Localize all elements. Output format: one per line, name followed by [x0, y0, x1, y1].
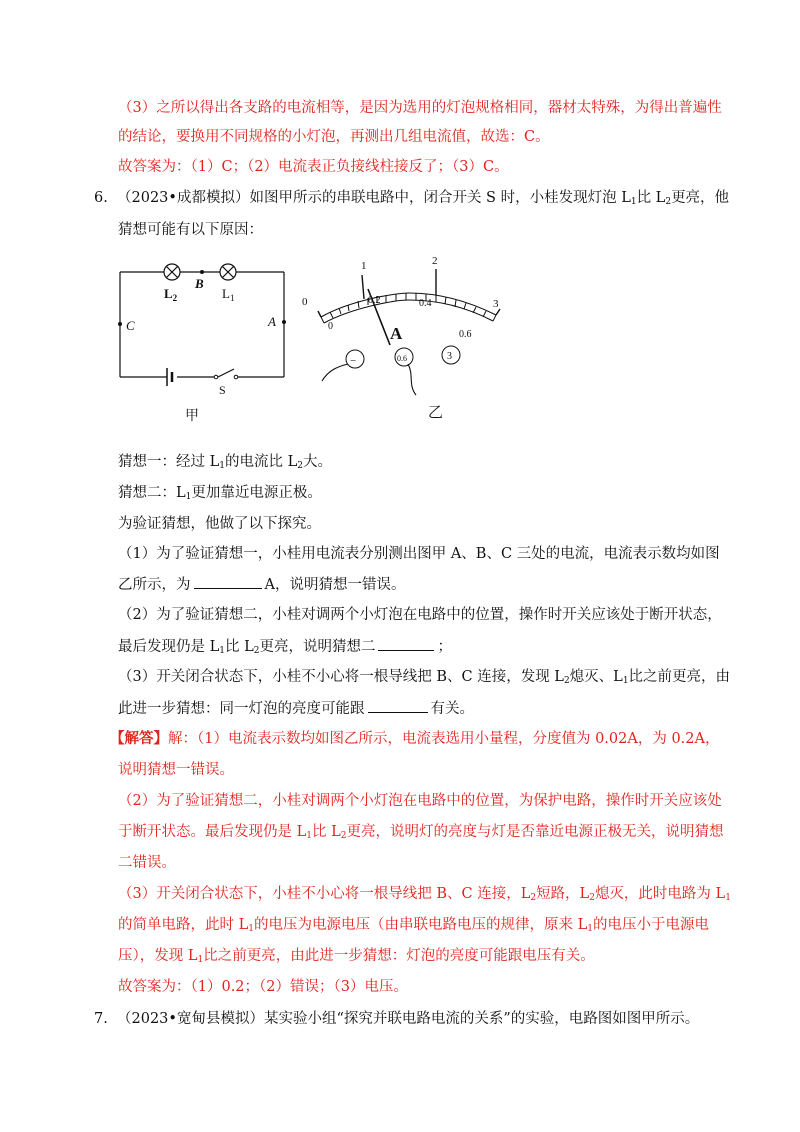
answer-line: 故答案为：（1）C；（2）电流表正负接线柱接反了；（3）C。	[118, 159, 509, 175]
svg-text:1: 1	[361, 260, 367, 272]
solution-line: 【解答】解：（1）电流表示数均如图乙所示，电流表选用小量程，分度值为 0.02A，为 0.2A，	[110, 730, 720, 747]
solution-line: 说明猜想一错误。	[118, 762, 234, 778]
svg-text:乙: 乙	[428, 405, 444, 421]
solution-line: （2）为了验证猜想二，小桂对调两个小灯泡在电路中的位置，为保护电路，操作时开关应该处	[118, 793, 722, 809]
question-part: 乙所示，为 A，说明猜想一错误。	[118, 574, 405, 595]
svg-text:0: 0	[328, 321, 333, 332]
circuit-diagram-jia	[112, 256, 294, 430]
answer-blank	[368, 698, 428, 713]
question-part: （3）开关闭合状态下，小桂不小心将一根导线把 B、C 连接，发现 $L_2$熄灭、$L_1$比之前更亮，由	[118, 669, 731, 686]
question-text: 为验证猜想，他做了以下探究。	[118, 516, 321, 532]
lamp-l2-icon	[164, 264, 180, 280]
svg-text:0.6: 0.6	[459, 329, 472, 340]
guess-line: 猜想二：$L_1$更加靠近电源正极。	[118, 485, 322, 502]
solution-line: （3）之所以得出各支路的电流相等，是因为选用的灯泡规格相同，器材太特殊，为得出普遍性	[118, 100, 722, 116]
question-stem: （2023•宽甸县模拟）某实验小组“探究并联电路电流的关系”的实验，电路图如图甲所示。	[117, 1011, 700, 1027]
svg-text:0: 0	[302, 296, 308, 308]
svg-text:S: S	[219, 383, 226, 397]
svg-text:0.2: 0.2	[368, 295, 381, 306]
svg-text:L2: $L_2$	[164, 286, 178, 303]
svg-text:L1: $L_1$	[222, 286, 235, 303]
solution-line: 压），发现 $L_1$比之前更亮，由此进一步猜想：灯泡的亮度可能跟电压有关。	[118, 948, 595, 965]
ammeter-diagram-yi	[296, 245, 520, 435]
svg-text:−: −	[350, 355, 357, 367]
question-stem: 猜想可能有以下原因：	[118, 222, 263, 238]
question-part: （1）为了验证猜想一，小桂用电流表分别测出图甲 A、B、C 三处的电流，电流表示数均如图	[118, 546, 720, 562]
svg-text:3: 3	[447, 351, 452, 362]
guess-line: 猜想一：经过 $L_1$的电流比 $L_2$大。	[118, 454, 332, 471]
question-number: 6.	[94, 190, 108, 206]
svg-text:0.4: 0.4	[419, 298, 432, 309]
answer-line: 故答案为：（1）0.2；（2）错误；（3）电压。	[118, 979, 408, 995]
svg-text:0.6: 0.6	[397, 354, 407, 363]
solution-line: 二错误。	[118, 855, 176, 871]
svg-text:2: 2	[432, 255, 438, 267]
question-part: 最后发现仍是 $L_1$比 $L_2$更亮，说明猜想二 ；	[118, 636, 452, 657]
solution-line: 的结论，要换用不同规格的小灯泡，再测出几组电流值，故选：C。	[118, 129, 550, 145]
svg-text:A: A	[268, 314, 276, 329]
question-part: 此进一步猜想：同一灯泡的亮度可能跟 有关。	[118, 698, 474, 719]
svg-text:A: A	[390, 324, 403, 343]
answer-blank	[194, 574, 262, 589]
lamp-l1-icon	[220, 264, 236, 280]
answer-blank	[378, 636, 434, 651]
svg-text:B: B	[195, 276, 204, 291]
solution-line: （3）开关闭合状态下，小桂不小心将一根导线把 B、C 连接，$L_2$短路，$L_2$熄灭，此时电路为 $L_1$	[118, 886, 731, 903]
svg-text:3: 3	[493, 298, 499, 310]
svg-text:C: C	[126, 318, 135, 333]
question-part: （2）为了验证猜想二，小桂对调两个小灯泡在电路中的位置，操作时开关应该处于断开状态，	[118, 607, 722, 623]
solution-line: 的简单电路，此时 $L_1$的电压为电源电压（由串联电路电压的规律，原来 $L_1$的电压小于电源电	[118, 917, 709, 934]
question-stem: （2023•成都模拟）如图甲所示的串联电路中，闭合开关 S 时，小桂发现灯泡 $L_1$比 $L_2$更亮，他	[117, 190, 730, 207]
solution-line: 于断开状态。最后发现仍是 $L_1$比 $L_2$更亮，说明灯的亮度与灯是否靠近电源正极无关，说明猜想	[118, 824, 724, 841]
svg-text:甲: 甲	[185, 409, 199, 424]
question-number: 7.	[94, 1011, 108, 1027]
